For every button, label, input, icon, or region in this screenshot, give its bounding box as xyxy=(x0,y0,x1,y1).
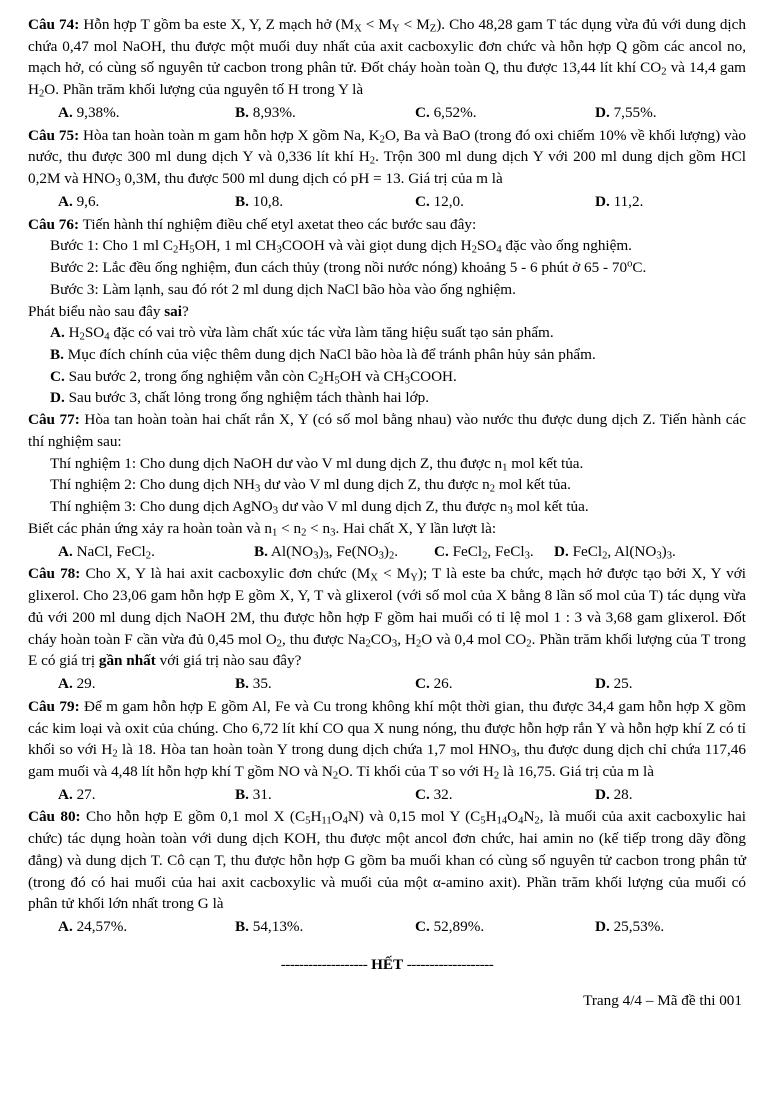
option-74-a[interactable]: A. 9,38%. xyxy=(58,103,120,121)
option-74-d[interactable]: D. 7,55%. xyxy=(595,103,657,121)
question-77-experiment-1: Thí nghiệm 1: Cho dung dịch NaOH dư vào V ml dung dịch Z, thu được $n_1$ mol kết tủa. xyxy=(50,454,584,474)
question-77-body: Hòa tan hoàn toàn hai chất rắn X, Y (có số mol bằng nhau) vào nước thu được dung dịch Z. Tiến hành các thí nghiệm sau: xyxy=(28,411,746,450)
question-79-number: Câu 79: xyxy=(28,697,80,715)
question-block-78 xyxy=(28,563,746,694)
option-80-c[interactable]: C. 52,89%. xyxy=(415,918,485,936)
option-78-c[interactable]: C. 26. xyxy=(415,675,453,693)
option-80-a[interactable]: A. 24,57%. xyxy=(58,918,128,936)
question-77-text xyxy=(28,409,746,452)
option-78-a[interactable]: A. 29. xyxy=(58,675,96,693)
question-78-number: Câu 78: xyxy=(28,565,81,583)
question-80-text xyxy=(28,806,746,915)
option-77-d[interactable]: D. FeCl$_2$, $Al(NO_3)_3$. xyxy=(554,542,676,562)
question-76-body: Tiến hành thí nghiệm điều chế etyl axetat theo các bước sau đây: xyxy=(82,215,477,233)
question-80-body: Cho hỗn hợp E gồm 0,1 mol X $(C_5H_{11}O_4N)$ và 0,15 mol Y ($C_5H_{14}O_4N_2$, là muối của axit cacboxylic hai chức) tác dụng hoàn toàn với dung dịch KOH, thu được một ancol đơn chức, hai amin no (kế tiếp trong dãy đồng đẳng) và dung dịch T. Cô cạn T, thu được hỗn hợp G gồm ba muối khan có cùng số nguyên tử cacbon trong phân tử (trong đó có hai muối của hai axit cacboxylic và muối của một α-amino axit). Phần trăm khối lượng của muối có phân tử khối lớn nhất trong G là xyxy=(28,808,746,913)
question-block-80 xyxy=(28,806,746,937)
question-74-number: Câu 74: xyxy=(28,16,80,33)
question-77-options xyxy=(28,541,746,563)
option-76-c[interactable]: C. Sau bước 2, trong ống nghiệm vẫn còn $C_2H_5OH$ và $CH_3COOH$. xyxy=(50,367,457,387)
page-footer: Trang 4/4 – Mã đề thi 001 xyxy=(583,991,742,1009)
question-75-body: Hòa tan hoàn toàn m gam hỗn hợp X gồm Na, $K_2O$, Ba và BaO (trong đó oxi chiếm 10% về khối lượng) vào nước, thu được 300 ml dung dịch Y và 0,336 lít khí $H_2$. Trộn 300 ml dung dịch Y với 200 ml dung dịch gồm HCl 0,2M và $HNO_3$ 0,3M, thu được 500 ml dung dịch có pH = 13. Giá trị của m là xyxy=(28,126,746,189)
question-77-experiment-2: Thí nghiệm 2: Cho dung dịch $NH_3$ dư vào V ml dung dịch Z, thu được $n_2$ mol kết tủa. xyxy=(50,476,571,496)
question-76-prompt: Phát biểu nào sau đây sai? xyxy=(28,302,189,320)
option-78-d[interactable]: D. 25. xyxy=(595,675,633,693)
question-75-number: Câu 75: xyxy=(28,126,80,144)
option-76-a[interactable]: A. $H_2SO_4$ đặc có vai trò vừa làm chất xúc tác vừa làm tăng hiệu suất tạo sản phẩm. xyxy=(50,324,554,343)
option-78-b[interactable]: B. 35. xyxy=(235,675,272,693)
option-79-d[interactable]: D. 28. xyxy=(595,785,633,803)
option-75-a[interactable]: A. 9,6. xyxy=(58,192,100,210)
option-77-a[interactable]: A. NaCl, FeCl$_2$. xyxy=(58,542,155,562)
option-75-d[interactable]: D. 11,2. xyxy=(595,192,644,210)
end-dashes-right: ------------------- xyxy=(406,955,494,973)
end-marker xyxy=(28,954,746,976)
question-76-step-3: Bước 3: Làm lạnh, sau đó rót 2 ml dung dịch NaCl bão hòa vào ống nghiệm. xyxy=(50,280,516,298)
question-80-options xyxy=(28,916,746,938)
question-76-text xyxy=(28,214,746,236)
question-75-options xyxy=(28,191,746,213)
question-78-text xyxy=(28,563,746,672)
question-77-tail: Biết các phản ứng xảy ra hoàn toàn và $n_1 < n_2 < n_3$. Hai chất X, Y lần lượt là: xyxy=(28,519,497,539)
question-block-79 xyxy=(28,696,746,806)
end-text: HẾT xyxy=(371,955,403,973)
option-76-b[interactable]: B. Mục đích chính của việc thêm dung dịch NaCl bão hòa là để tránh phân hủy sản phẩm. xyxy=(50,346,596,364)
question-80-number: Câu 80: xyxy=(28,808,81,826)
question-77-number: Câu 77: xyxy=(28,411,80,429)
question-78-options xyxy=(28,673,746,695)
question-75-text xyxy=(28,125,746,190)
question-76-number: Câu 76: xyxy=(28,215,80,233)
question-79-text xyxy=(28,696,746,783)
question-74-body: Hỗn hợp T gồm ba este X, Y, Z mạch hở $(M_X < M_Y < M_Z)$. Cho 48,28 gam T tác dụng vừa đủ với dung dịch chứa 0,47 mol NaOH, thu được một muối duy nhất của axit cacboxylic đơn chức và hỗn hợp Q gồm các ancol no, mạch hở, có cùng số nguyên tử cacbon trong phân tử. Đốt cháy hoàn toàn Q, thu được 13,44 lít khí $CO_2$ và 14,4 gam $H_2O$. Phần trăm khối lượng của nguyên tố H trong Y là xyxy=(28,16,746,100)
question-block-74 xyxy=(28,14,746,124)
question-block-75 xyxy=(28,125,746,213)
option-74-b[interactable]: B. 8,93%. xyxy=(235,103,296,121)
option-76-d[interactable]: D. Sau bước 3, chất lỏng trong ống nghiệm tách thành hai lớp. xyxy=(50,389,430,407)
question-76-step-1: Bước 1: Cho 1 ml $C_2H_5OH$, 1 ml $CH_3COOH$ và vài giọt dung dịch $H_2SO_4$ đặc vào ống nghiệm. xyxy=(50,237,632,256)
option-75-c[interactable]: C. 12,0. xyxy=(415,192,464,210)
question-79-body: Để m gam hỗn hợp E gồm Al, Fe và Cu trong không khí một thời gian, thu được 34,4 gam hỗn hợp X gồm các kim loại và oxit của chúng. Cho 6,72 lít khí CO qua X nung nóng, thu được hỗn hợp rắn Y và hỗn hợp khí Z có tỉ khối so với $H_2$ là 18. Hòa tan hoàn toàn Y trong dung dịch chứa 1,7 mol $HNO_3$, thu được dung dịch chỉ chứa 117,46 gam muối và 4,48 lít hỗn hợp khí T gồm NO và $N_2O$. Tỉ khối của T so với $H_2$ là 16,75. Giá trị của m là xyxy=(28,697,746,782)
option-74-c[interactable]: C. 6,52%. xyxy=(415,103,477,121)
option-77-c[interactable]: C. FeCl$_2$, FeCl$_3$. xyxy=(434,542,534,562)
option-79-a[interactable]: A. 27. xyxy=(58,785,96,803)
question-block-76 xyxy=(28,214,746,410)
question-77-experiment-3: Thí nghiệm 3: Cho dung dịch AgNO$_3$ dư vào V ml dung dịch Z, thu được $n_3$ mol kết tủa. xyxy=(50,498,589,517)
option-80-b[interactable]: B. 54,13%. xyxy=(235,918,304,936)
question-78-body: Cho X, Y là hai axit cacboxylic đơn chức $(M_X < M_Y)$; T là este ba chức, mạch hở được tạo bởi X, Y với glixerol. Cho 23,06 gam hỗn hợp E gồm X, Y, T và glixerol (với số mol của X bằng 8 lần số mol của T) tác dụng vừa đủ với 200 ml dung dịch NaOH 2M, thu được hỗn hợp F gồm hai muối có tỉ lệ mol 1 : 3 và 3,68 gam glixerol. Đốt cháy hoàn toàn F cần vừa đủ 0,45 mol $O_2$, thu được $Na_2CO_3$, $H_2O$ và 0,4 mol $CO_2$. Phần trăm khối lượng của T trong E có giá trị gần nhất với giá trị nào sau đây? xyxy=(28,565,747,670)
question-74-options xyxy=(28,102,746,124)
option-79-b[interactable]: B. 31. xyxy=(235,785,272,803)
option-77-b[interactable]: B. $Al(NO_3)_3$, $Fe(NO_3)_2$. xyxy=(254,542,399,562)
option-75-b[interactable]: B. 10,8. xyxy=(235,192,284,210)
question-76-step-2: Bước 2: Lắc đều ống nghiệm, đun cách thủy (trong nồi nước nóng) khoảng 5 - 6 phút ở 65 - 70$^o$C. xyxy=(50,258,647,277)
end-dashes-left: ------------------- xyxy=(280,955,368,973)
option-80-d[interactable]: D. 25,53%. xyxy=(595,918,665,936)
question-79-options xyxy=(28,784,746,806)
question-74-text xyxy=(28,14,746,101)
question-block-77 xyxy=(28,409,746,562)
option-79-c[interactable]: C. 32. xyxy=(415,785,453,803)
